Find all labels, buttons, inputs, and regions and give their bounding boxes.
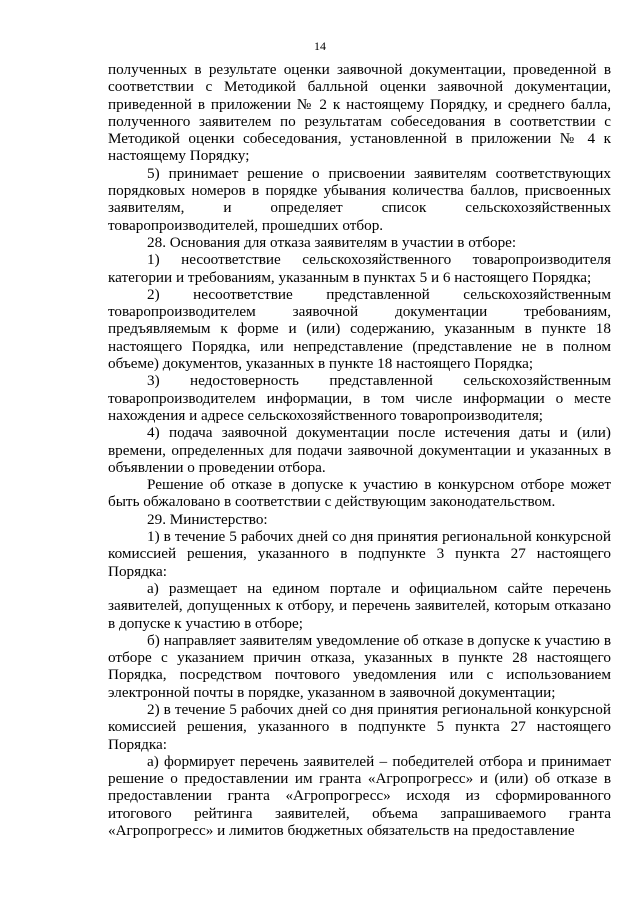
paragraph-item-4: 4) подача заявочной документации после истечения даты и (или) времени, определенных для подачи заявочной документации и указанных в объявлении о проведении отбора. (108, 424, 611, 476)
paragraph-continuation: полученных в результате оценки заявочной документации, проведенной в соответствии с Методикой балльной оценки заявочной документации, приведенной в приложении № 2 к настоящему Порядку, и среднего балла, полученного заявителем по результатам собеседования в соответствии с Методикой оценки собеседования, установленной в приложении № 4 к настоящему Порядку; (108, 61, 611, 165)
paragraph-subitem-1b: б) направляет заявителям уведомление об отказе в допуске к участию в отборе с указанием причин отказа, указанных в пункте 28 настоящего Порядка, посредством почтового уведомления или с использованием электронной почты в порядке, указанном в заявочной документации; (108, 631, 611, 701)
paragraph-item-2: 2) несоответствие представленной сельскохозяйственным товаропроизводителем заявочной документации требованиям, предъявляемым к форме и (или) содержанию, указанным в пункте 18 настоящего Порядка, или непредставление (представление не в полном объеме) документов, указанных в пункте 18 настоящего Порядка; (108, 285, 611, 373)
paragraph-section-29: 29. Министерство: (147, 510, 268, 528)
paragraph-section-28: 28. Основания для отказа заявителям в участии в отборе: (147, 233, 517, 251)
paragraph-appeal: Решение об отказе в допуске к участию в конкурсном отборе может быть обжаловано в соответствии с действующим законодательством. (108, 476, 611, 511)
paragraph-subitem-2: 2) в течение 5 рабочих дней со дня принятия региональной конкурсной комиссией решения, указанного в подпункте 5 пункта 27 настоящего Порядка: (108, 700, 611, 753)
page-number: 14 (314, 39, 326, 53)
paragraph-item-3: 3) недостоверность представленной сельскохозяйственным товаропроизводителем информации, в том числе информации о месте нахождения и адресе сельскохозяйственного товаропроизводителя; (108, 372, 611, 424)
paragraph-item-5: 5) принимает решение о присвоении заявителям соответствующих порядковых номеров в порядке убывания количества баллов, присвоенных заявителям, и определяет список сельскохозяйственных товаропроизводителей, прошедших отбор. (108, 164, 611, 234)
paragraph-subitem-1: 1) в течение 5 рабочих дней со дня принятия региональной конкурсной комиссией решения, указанного в подпункте 3 пункта 27 настоящего Порядка: (108, 528, 611, 580)
paragraph-item-1: 1) несоответствие сельскохозяйственного товаропроизводителя категории и требованиям, указанным в пунктах 5 и 6 настоящего Порядка; (108, 251, 611, 286)
document-body (108, 61, 611, 839)
paragraph-subitem-2a: а) формирует перечень заявителей – победителей отбора и принимает решение о предоставлении им гранта «Агропрогресс» и (или) об отказе в предоставлении гранта «Агропрогресс» исходя из сформированного итогового рейтинга заявителей, объема запрашиваемого гранта «Агропрогресс» и лимитов бюджетных обязательств на предоставление (108, 752, 611, 840)
paragraph-subitem-1a: а) размещает на едином портале и официальном сайте перечень заявителей, допущенных к отбору, и перечень заявителей, которым отказано в допуске к участию в отборе; (108, 579, 611, 632)
